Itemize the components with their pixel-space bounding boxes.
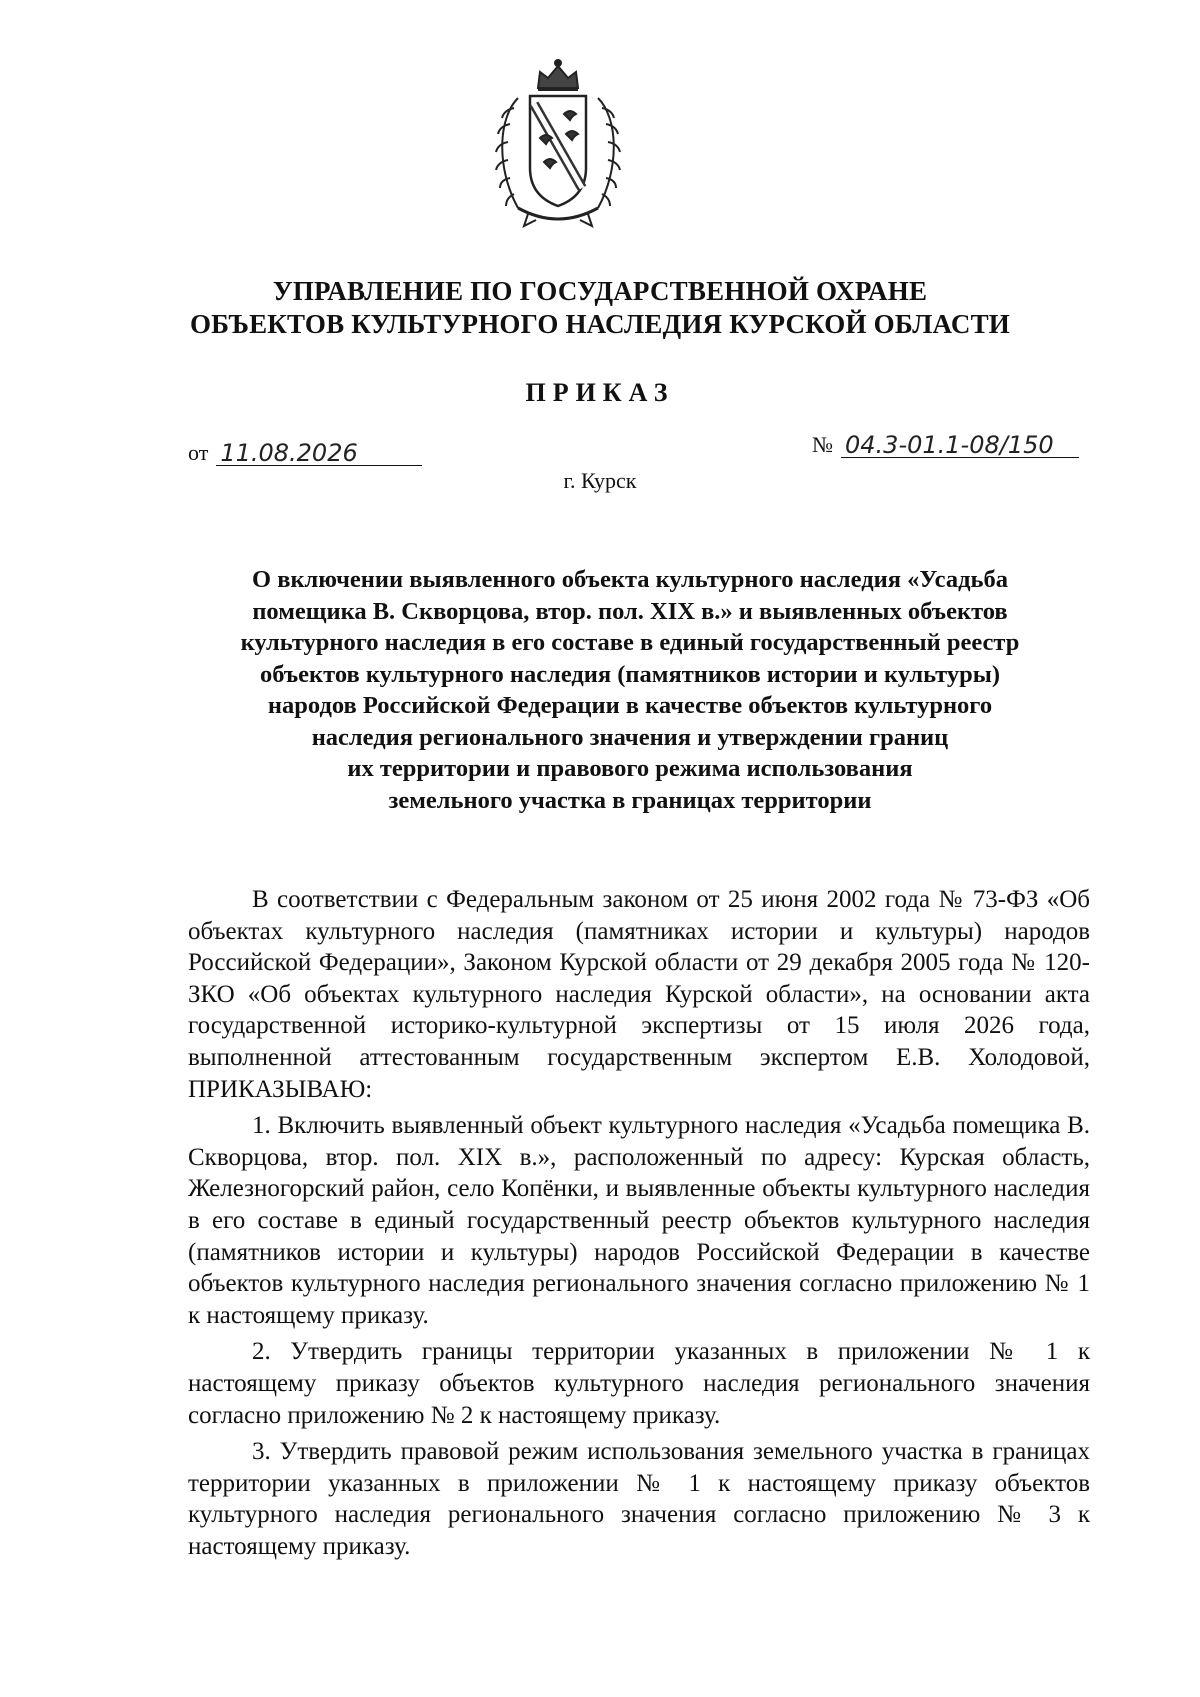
date-field bbox=[188, 440, 422, 466]
preamble-paragraph: В соответствии с Федеральным законом от 25 июня 2002 года № 73-ФЗ «Об объектах культурного наследия (памятниках истории и культуры) народов Российской Федерации», Законом Курской области от 29 декабря 2005 года № 120-ЗКО «Об объектах культурного наследия Курской области», на основании акта государственной историко-культурной экспертизы от 15 июля 2026 года, выполненной аттестованным государственным экспертом Е.В. Холодовой, ПРИКАЗЫВАЮ: bbox=[188, 886, 1090, 1103]
city-name: г. Курск bbox=[563, 468, 637, 493]
org-name-line-2: ОБЪЕКТОВ КУЛЬТУРНОГО НАСЛЕДИЯ КУРСКОЙ ОБЛАСТИ bbox=[189, 309, 1010, 339]
order-item-3: 3. Утвердить правовой режим использования земельного участка в границах территории указанных в приложении № 1 к настоящему приказу объектов культурного наследия регионального значения согласно приложению № 3 к настоящему приказу. bbox=[188, 1438, 1090, 1560]
title-line: объектов культурного наследия (памятников истории и культуры) bbox=[259, 660, 1001, 688]
order-title bbox=[190, 564, 1070, 816]
title-line: помещика В. Скворцова, втор. пол. XIX в.» и выявленных объектов bbox=[252, 597, 1008, 625]
handwritten-date: 11.08.2026 bbox=[220, 439, 358, 467]
coat-of-arms-emblem bbox=[488, 58, 628, 234]
title-line: О включении выявленного объекта культурного наследия «Усадьба bbox=[252, 566, 1008, 593]
title-line: народов Российской Федерации в качестве объектов культурного bbox=[267, 692, 993, 719]
title-line: культурного наследия в его составе в единый государственный реестр bbox=[240, 629, 1020, 656]
title-line: наследия регионального значения и утверждении границ bbox=[311, 723, 949, 751]
order-item-2: 2. Утвердить границы территории указанных в приложении № 1 к настоящему приказу объектов культурного наследия регионального значения согласно приложению № 2 к настоящему приказу. bbox=[188, 1338, 1090, 1429]
order-item-1: 1. Включить выявленный объект культурного наследия «Усадьба помещика В. Скворцова, втор. пол. XIX в.», расположенный по адресу: Курская область, Железногорский район, село Копёнки, и выявленные объекты культурного наследия в его составе в единый государственный реестр объектов культурного наследия (памятников истории и культуры) народов Российской Федерации в качестве объектов культурного наследия регионального значения согласно приложению № 1 к настоящему приказу. bbox=[188, 1112, 1090, 1329]
title-line: их территории и правового режима использования bbox=[347, 755, 913, 782]
number-field bbox=[812, 432, 1079, 458]
number-underline bbox=[841, 431, 1079, 459]
title-line: земельного участка в границах территории bbox=[388, 786, 872, 814]
date-underline bbox=[216, 439, 422, 467]
handwritten-number: 04.3-01.1-08/150 bbox=[845, 431, 1054, 459]
document-type-heading: ПРИКАЗ bbox=[525, 378, 675, 407]
org-name-line-1: УПРАВЛЕНИЕ ПО ГОСУДАРСТВЕННОЙ ОХРАНЕ bbox=[272, 276, 928, 306]
order-body bbox=[188, 884, 1090, 1562]
date-prefix: от bbox=[188, 440, 209, 465]
number-prefix: № bbox=[812, 432, 833, 457]
